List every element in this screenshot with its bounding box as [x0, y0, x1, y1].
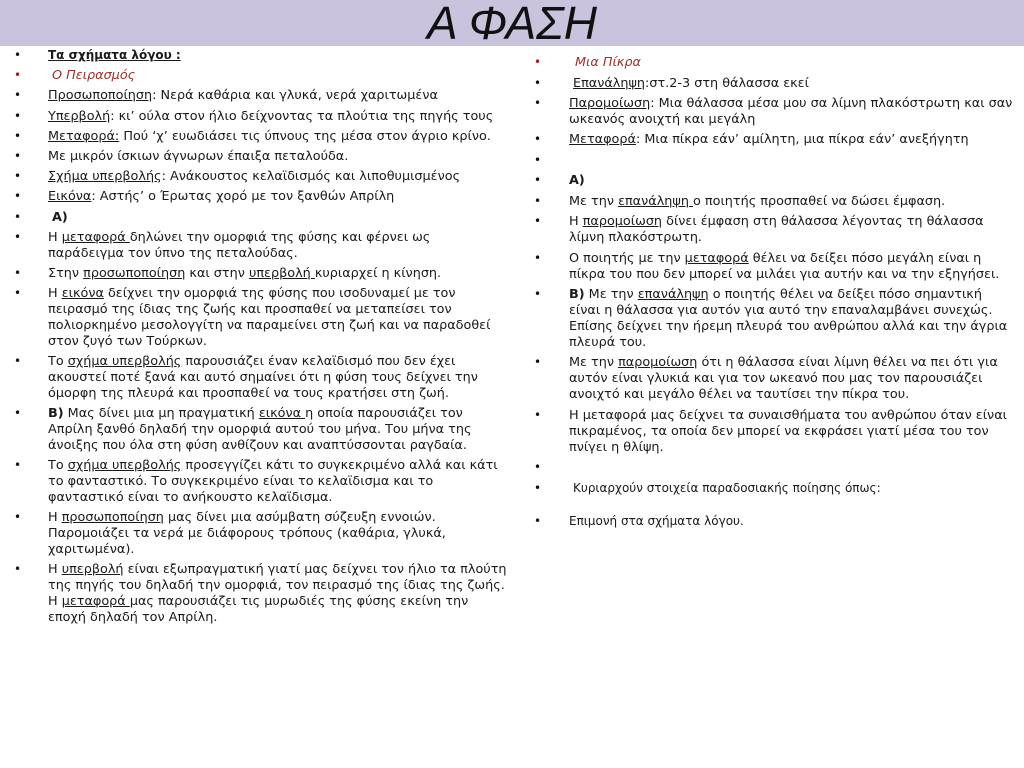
left-column — [14, 48, 510, 630]
list-item: • Μεταφορά: Πού ‘χ’ ευωδιάσει τις ύπνους της μέσα στον άγριο κρίνο. — [14, 129, 510, 145]
list-item: • Προσωποποίηση: Νερά καθάρια και γλυκά, νερά χαριτωμένα — [14, 88, 510, 104]
list-item: • Κυριαρχούν στοιχεία παραδοσιακής ποίησης όπως: — [534, 481, 1014, 497]
right-column — [534, 55, 1014, 535]
list-item: • Επανάληψη:στ.2-3 στη θάλασσα εκεί — [534, 76, 1014, 92]
list-item: • Η παρομοίωση δίνει έμφαση στη θάλασσα λέγοντας τη θάλασσα λίμνη πλακόστρωτη. — [534, 214, 1014, 246]
list-item: • Η μεταφορά μας δείχνει τα συναισθήματα του ανθρώπου όταν είναι πικραμένος, τα οποία δεν μπορεί να εκφράσει γιατί μέσα του τον πνίγει η θλίψη. — [534, 408, 1014, 456]
list-item: • Β) Με την επανάληψη ο ποιητής θέλει να δείξει πόσο σημαντική είναι η θάλασσα για αυτόν για αυτό την επαναλαμβάνει συνεχώς. Επίσης δείχνει την ήρεμη πλευρά του ανθρώπου αλλά και την άγρια πλευρά του. — [534, 287, 1014, 351]
list-item: • Α) — [534, 173, 1014, 189]
list-item: • Μια Πίκρα — [534, 55, 1014, 71]
list-item: • Με μικρόν ίσκιων άγνωρων έπαιξα πεταλούδα. — [14, 149, 510, 165]
list-item: • Η εικόνα δείχνει την ομορφιά της φύσης που ισοδυναμεί με τον πειρασμό της ίδιας της ζωής και προσπαθεί να μεταπείσει τον πολιορκημένο μεσολογγίτη να παραμείνει στη ζωή και να παραδοθεί στον ζυγό των Τούρκων. — [14, 286, 510, 350]
list-item: • Η προσωποποίηση μας δίνει μια ασύμβατη σύζευξη εννοιών. Παρομοιάζει τα νερά με διάφορους τρόπους (καθάρια, γλυκά, χαριτωμένα). — [14, 510, 510, 558]
list-item: • Τα σχήματα λόγου : — [14, 48, 510, 64]
list-item: • Επιμονή στα σχήματα λόγου. — [534, 514, 1014, 530]
list-item: • Υπερβολή: κι’ ούλα στον ήλιο δείχνοντας τα πλούτια της πηγής τους — [14, 109, 510, 125]
list-item: • Εικόνα: Αστής’ ο Έρωτας χορό με τον ξανθών Απρίλη — [14, 189, 510, 205]
left-bullet-list — [14, 48, 510, 626]
list-item: • Μεταφορά: Μια πίκρα εάν’ αμίλητη, μια πίκρα εάν’ ανεξήγητη — [534, 132, 1014, 148]
list-item: • Ο Πειρασμός — [14, 68, 510, 84]
right-bullet-list — [534, 55, 1014, 530]
list-item: • Β) Μας δίνει μια μη πραγματική εικόνα η οποία παρουσιάζει τον Απρίλη ξανθό δηλαδή την ομορφιά αυτού του μήνα. Του μήνα της άνοιξης που όλα στη φύση ανθίζουν και αναπτύσσονται ραγδαία. — [14, 406, 510, 454]
list-item — [534, 460, 1014, 476]
list-item: • Α) — [14, 210, 510, 226]
list-item: • Παρομοίωση: Μια θάλασσα μέσα μου σα λίμνη πλακόστρωτη και σαν ωκεανός ανοιχτή και μεγάλη — [534, 96, 1014, 128]
list-item: • Με την επανάληψη ο ποιητής προσπαθεί να δώσει έμφαση. — [534, 194, 1014, 210]
list-item: • Με την παρομοίωση ότι η θάλασσα είναι λίμνη θέλει να πει ότι για αυτόν είναι γλυκιά και για τον ωκεανό που μας τον παρουσιάζει ανοιχτό και μεγάλο θέλει να ταυτίσει την πίκρα του. — [534, 355, 1014, 403]
list-item: • Ο ποιητής με την μεταφορά θέλει να δείξει πόσο μεγάλη είναι η πίκρα του που δεν μπορεί να μιλάει για αυτήν και να την εξηγήσει. — [534, 251, 1014, 283]
list-item: • Σχήμα υπερβολής: Ανάκουστος κελαϊδισμός και λιποθυμισμένος — [14, 169, 510, 185]
list-item: • Η μεταφορά δηλώνει την ομορφιά της φύσης και φέρνει ως παράδειγμα τον ύπνο της πεταλούδας. — [14, 230, 510, 262]
list-item: • Η υπερβολή είναι εξωπραγματική γιατί μας δείχνει τον ήλιο τα πλούτη της πηγής του δηλαδή την ομορφιά, τον πειρασμό της ίδιας της ζωής. Η μεταφορά μας παρουσιάζει τις μυρωδιές της φύσης εκείνη την εποχή δηλαδή τον Απρίλη. — [14, 562, 510, 626]
list-item: • Το σχήμα υπερβολής παρουσιάζει έναν κελαϊδισμό που δεν έχει ακουστεί ποτέ ξανά και αυτό σημαίνει ότι η φύση τους δείχνει την όμορφη της πλευρά και προσπαθεί να τους κρατήσει στη ζωή. — [14, 354, 510, 402]
list-item: • Στην προσωποποίηση και στην υπερβολή κυριαρχεί η κίνηση. — [14, 266, 510, 282]
list-item: • Το σχήμα υπερβολής προσεγγίζει κάτι το συγκεκριμένο αλλά και κάτι το φανταστικό. Το συγκεκριμένο είναι το κελαϊδισμα και το φανταστικό είναι το ανήκουστο κελαϊδισμα. — [14, 458, 510, 506]
slide-title: Α ΦΑΣΗ — [427, 0, 597, 49]
list-item — [534, 153, 1014, 169]
